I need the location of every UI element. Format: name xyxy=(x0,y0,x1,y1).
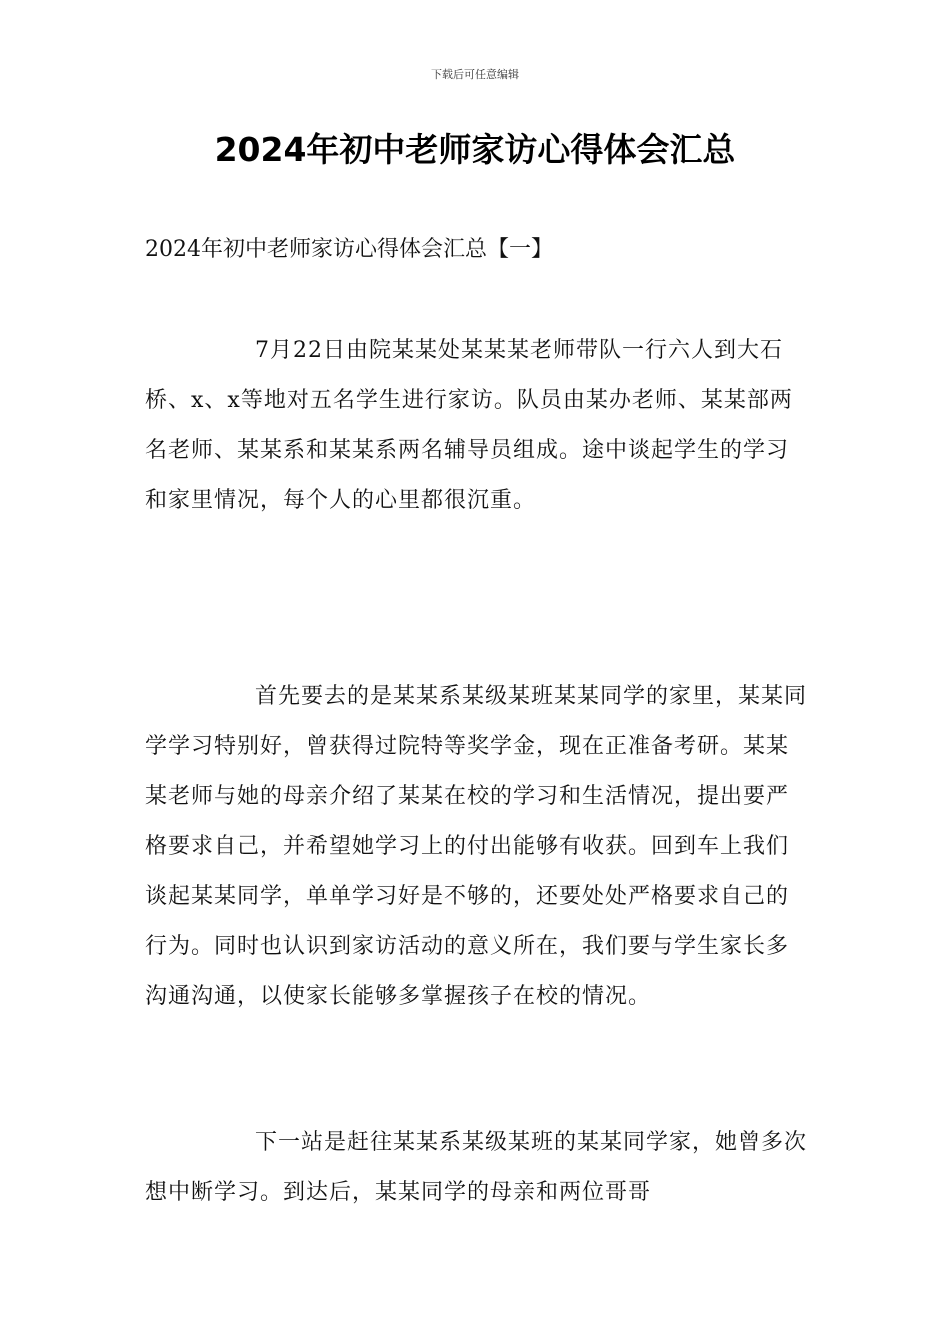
document-title: 2024年初中老师家访心得体会汇总 xyxy=(214,130,736,169)
paragraph-3: 下一站是赶往某某系某级某班的某某同学家，她曾多次想中断学习。到达后，某某同学的母亲和两位哥哥 xyxy=(145,1130,808,1205)
section-heading: 2024年初中老师家访心得体会汇总【一】 xyxy=(145,237,553,262)
paragraph-2: 首先要去的是某某系某级某班某某同学的家里，某某同学学习特别好，曾获得过院特等奖学金，现在正准备考研。某某某老师与她的母亲介绍了某某在校的学习和生活情况，提出要严格要求自己，并希望她学习上的付出能够有收获。回到车上我们谈起某某同学，单单学习好是不够的，还要处处严格要求自己的行为。同时也认识到家访活动的意义所在，我们要与学生家长多沟通沟通，以使家长能够多掌握孩子在校的情况。 xyxy=(145,684,808,1009)
paragraph-1: 7月22日由院某某处某某某老师带队一行六人到大石桥、x、x等地对五名学生进行家访。队员由某办老师、某某部两名老师、某某系和某某系两名辅导员组成。途中谈起学生的学习和家里情况，每个人的心里都很沉重。 xyxy=(145,338,793,513)
header-note: 下载后可任意编辑 xyxy=(431,68,519,81)
